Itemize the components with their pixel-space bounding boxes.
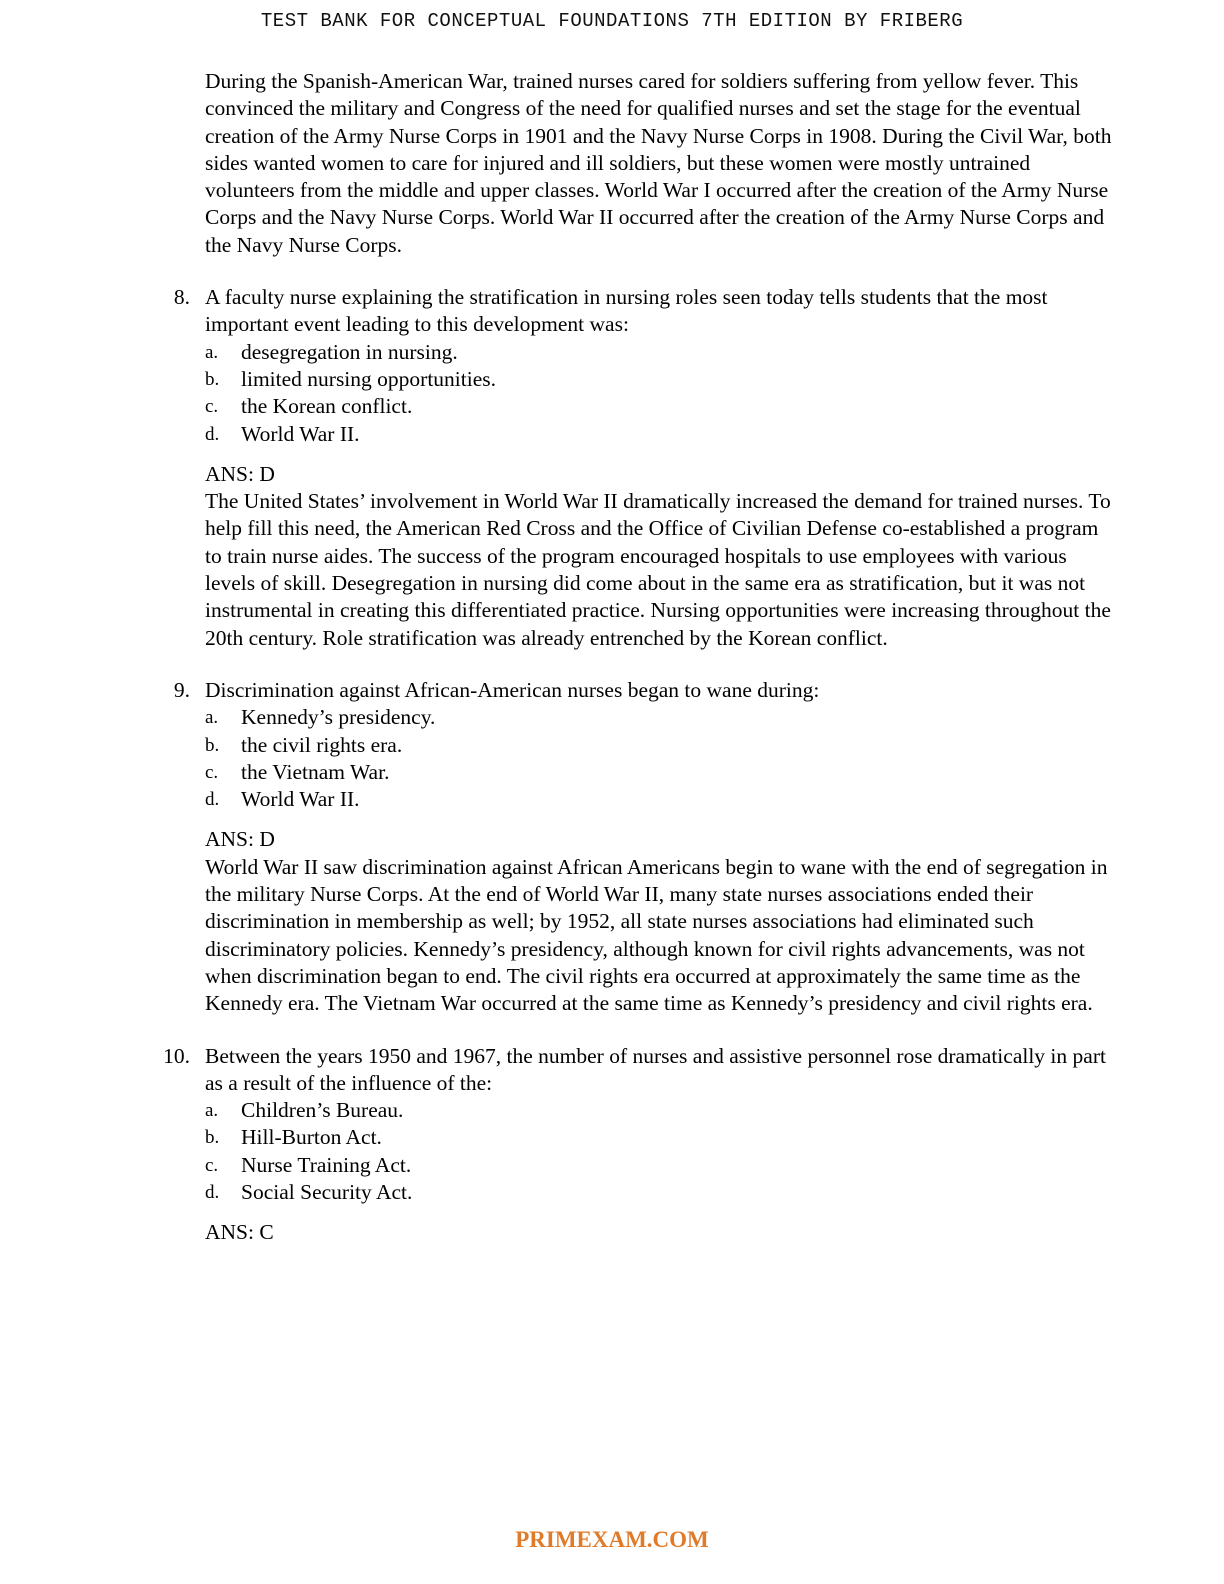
option-letter: c.: [205, 396, 219, 418]
question-stem: [173, 284, 1115, 339]
option-letter: b.: [205, 368, 220, 390]
option-letter: d.: [205, 789, 220, 811]
option-text: the Korean conflict.: [241, 394, 413, 419]
answer-key: ANS: D: [205, 827, 275, 852]
option-c: [205, 393, 1115, 420]
option-letter: a.: [205, 707, 219, 729]
question-stem-text: Discrimination against African-American nurses began to wane during:: [205, 677, 820, 702]
option-text: desegregation in nursing.: [241, 339, 458, 364]
option-letter: b.: [205, 1127, 220, 1149]
question-stem-text: Between the years 1950 and 1967, the number of nurses and assistive personnel rose dramatically in part as a result of the influence of the:: [205, 1043, 1106, 1095]
answer-key: ANS: D: [205, 461, 275, 486]
option-list: [205, 704, 1115, 813]
footer-watermark[interactable]: PRIMEXAM.COM: [515, 1527, 709, 1552]
option-b: [205, 1124, 1115, 1151]
option-text: Social Security Act.: [241, 1179, 413, 1204]
option-text: the Vietnam War.: [241, 759, 390, 784]
question-stem: [173, 677, 1115, 704]
page-content: [163, 68, 1115, 1247]
option-b: [205, 732, 1115, 759]
option-d: [205, 786, 1115, 813]
question-number: 10.: [163, 1043, 190, 1068]
question-8: [173, 284, 1115, 652]
option-letter: a.: [205, 341, 219, 363]
option-letter: d.: [205, 423, 220, 445]
option-c: [205, 759, 1115, 786]
question-stem-text: A faculty nurse explaining the stratification in nursing roles seen today tells students that the most important event leading to this development was:: [205, 285, 1048, 337]
option-text: limited nursing opportunities.: [241, 366, 496, 391]
option-list: [205, 1097, 1115, 1206]
option-letter: a.: [205, 1100, 219, 1122]
option-c: [205, 1152, 1115, 1179]
answer-rationale: World War II saw discrimination against African Americans begin to wane with the end of segregation in the military Nurse Corps. At the end of World War II, many state nurses associations ended their discrimination in membership as well; by 1952, all state nurses associations had eliminated such discriminatory policies. Kennedy’s presidency, although known for civil rights advancements, was not when discrimination began to end. The civil rights era occurred at approximately the same time as the Kennedy era. The Vietnam War occurred at the same time as Kennedy’s presidency and civil rights era.: [205, 854, 1108, 1016]
option-d: [205, 421, 1115, 448]
option-text: Children’s Bureau.: [241, 1098, 404, 1123]
option-letter: d.: [205, 1181, 220, 1203]
option-letter: c.: [205, 761, 219, 783]
question-number: 9.: [173, 677, 190, 702]
option-letter: c.: [205, 1154, 219, 1176]
option-text: Nurse Training Act.: [241, 1152, 412, 1177]
question-10: [163, 1043, 1115, 1247]
option-a: [205, 339, 1115, 366]
intro-rationale: During the Spanish-American War, trained nurses cared for soldiers suffering from yellow fever. This convinced the military and Congress of the need for qualified nurses and set the stage for the eventual creation of the Army Nurse Corps in 1901 and the Navy Nurse Corps in 1908. During the Civil War, both sides wanted women to care for injured and ill soldiers, but these women were mostly untrained volunteers from the middle and upper classes. World War I occurred after the creation of the Army Nurse Corps and the Navy Nurse Corps. World War II occurred after the creation of the Army Nurse Corps and the Navy Nurse Corps.: [205, 69, 1112, 257]
answer-key: ANS: C: [205, 1220, 274, 1245]
question-9: [173, 677, 1115, 1018]
option-text: Hill-Burton Act.: [241, 1125, 382, 1150]
option-text: Kennedy’s presidency.: [241, 705, 436, 730]
option-text: World War II.: [241, 787, 360, 812]
answer-rationale: The United States’ involvement in World War II dramatically increased the demand for trained nurses. To help fill this need, the American Red Cross and the Office of Civilian Defense co-established a program to train nurse aides. The success of the program encouraged hospitals to use employees with various levels of skill. Desegregation in nursing did come about in the same era as stratification, but it was not instrumental in creating this differentiated practice. Nursing opportunities were increasing throughout the 20th century. Role stratification was already entrenched by the Korean conflict.: [205, 489, 1111, 650]
option-b: [205, 366, 1115, 393]
question-stem: [163, 1043, 1115, 1098]
option-d: [205, 1179, 1115, 1206]
question-number: 8.: [173, 285, 190, 310]
option-letter: b.: [205, 734, 220, 756]
option-text: the civil rights era.: [241, 732, 403, 757]
option-a: [205, 1097, 1115, 1124]
page-header: TEST BANK FOR CONCEPTUAL FOUNDATIONS 7TH EDITION BY FRIBERG: [260, 10, 964, 32]
option-list: [205, 339, 1115, 448]
option-text: World War II.: [241, 421, 360, 446]
option-a: [205, 704, 1115, 731]
